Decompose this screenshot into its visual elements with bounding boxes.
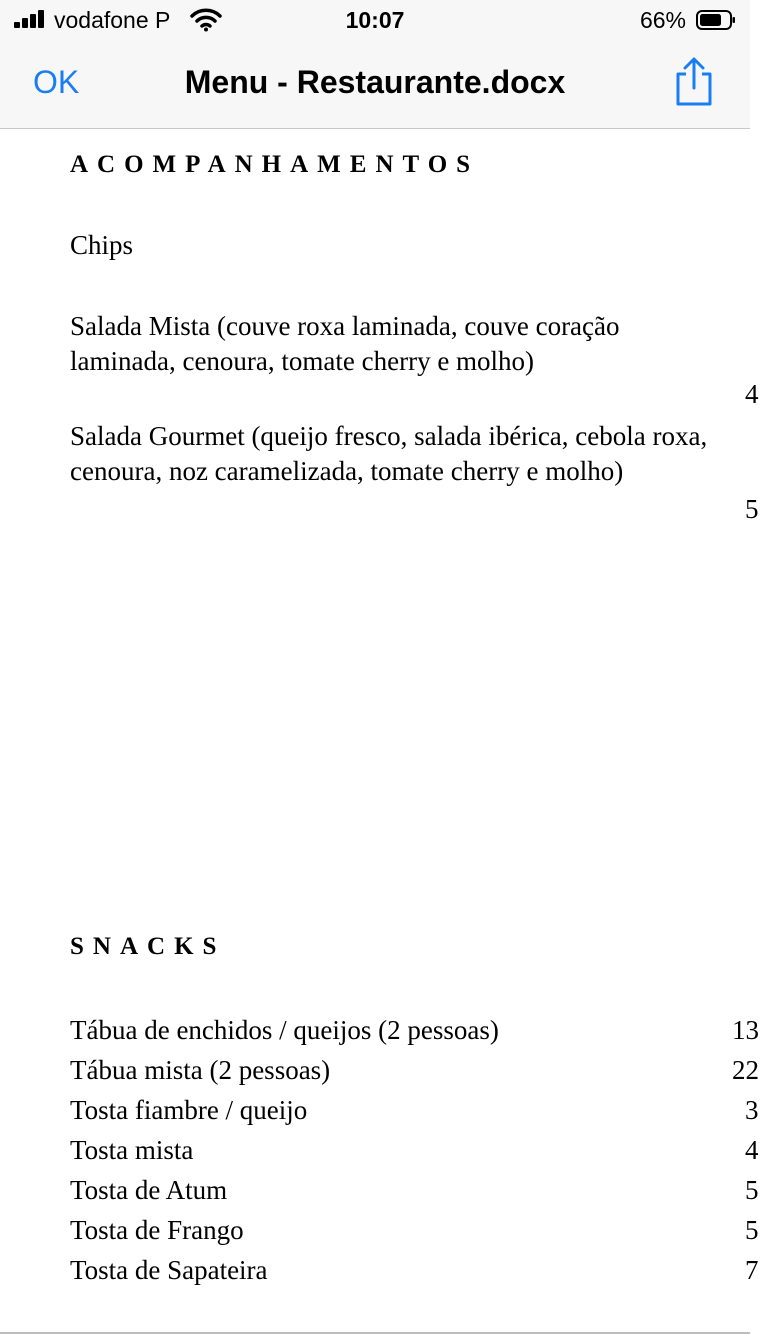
menu-item: [70, 1210, 770, 1250]
item-name: Tosta de Frango: [70, 1215, 244, 1245]
menu-item: Salada Mista (couve roxa laminada, couve coração laminada, cenoura, tomate cherry e molho): [70, 311, 620, 376]
item-name: Tosta de Sapateira: [70, 1255, 268, 1285]
snacks-list: [70, 1010, 770, 1290]
menu-item: [70, 1170, 770, 1210]
menu-item: Chips: [70, 230, 134, 260]
item-price: 5: [745, 494, 759, 524]
menu-item: [70, 1010, 770, 1050]
menu-item: [70, 1250, 770, 1290]
item-price: 13: [732, 1015, 759, 1045]
battery-icon: [696, 10, 736, 30]
item-price: 3: [745, 1095, 759, 1125]
menu-item: [70, 1090, 770, 1130]
clock: 10:07: [345, 7, 405, 33]
item-price: 4: [745, 379, 759, 409]
section-heading-snacks: SNACKS: [70, 933, 226, 960]
menu-item: [70, 1050, 770, 1090]
document-title: Menu - Restaurante.docx: [184, 64, 566, 100]
document-viewer[interactable]: [0, 129, 759, 1334]
item-name: Tosta fiambre / queijo: [70, 1095, 308, 1125]
carrier-name: vodafone P: [54, 7, 171, 33]
item-price: 4: [745, 1135, 759, 1165]
item-name: Tosta mista: [70, 1135, 194, 1165]
battery-percentage: 66%: [639, 7, 686, 33]
status-bar: [0, 0, 750, 40]
item-name: Tábua mista (2 pessoas): [70, 1055, 331, 1085]
item-name: Tosta de Atum: [70, 1175, 228, 1205]
section-heading-acompanhamentos: ACOMPANHAMENTOS: [70, 151, 480, 178]
item-price: 7: [745, 1255, 759, 1285]
navigation-bar: [0, 40, 750, 129]
menu-item: Salada Gourmet (queijo fresco, salada ibérica, cebola roxa, cenoura, noz caramelizada, tomate cherry e molho): [70, 421, 708, 486]
item-price: 5: [745, 1215, 759, 1245]
done-button[interactable]: OK: [33, 64, 80, 100]
item-price: 5: [745, 1175, 759, 1205]
item-price: 22: [732, 1055, 759, 1085]
item-name: Tábua de enchidos / queijos (2 pessoas): [70, 1015, 499, 1045]
share-icon[interactable]: [672, 56, 716, 108]
menu-item: [70, 1130, 770, 1170]
